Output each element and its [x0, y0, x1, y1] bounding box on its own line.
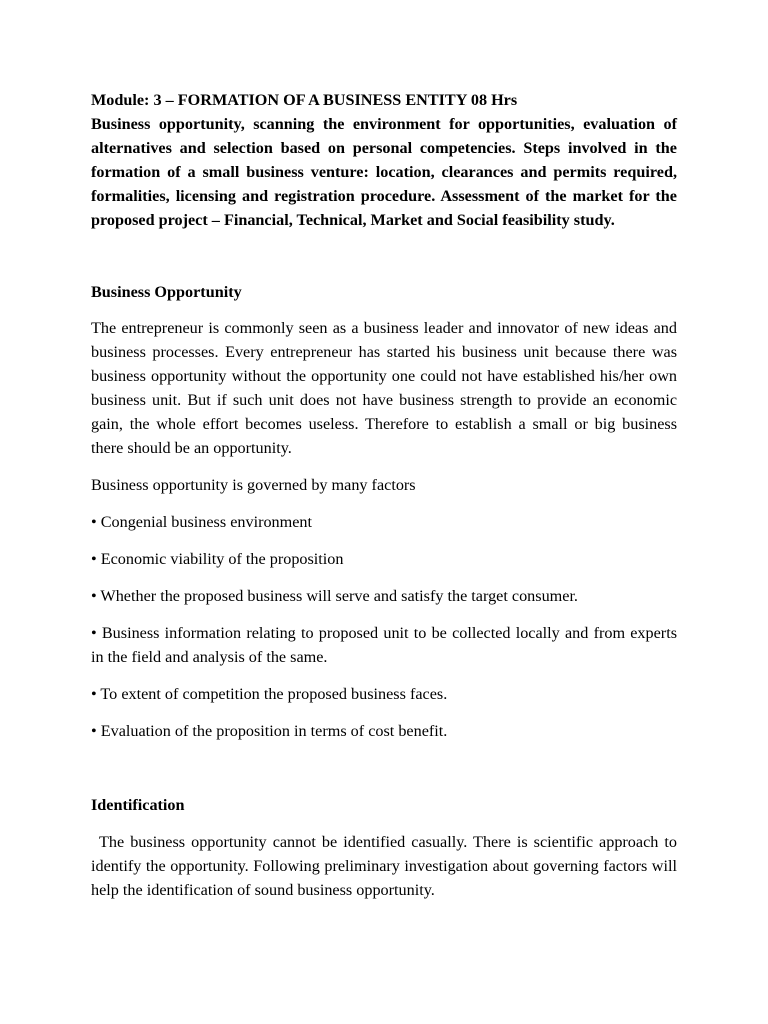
section-heading-business-opportunity: Business Opportunity	[91, 283, 242, 301]
business-opportunity-paragraph: The entrepreneur is commonly seen as a business leader and innovator of new ideas and business processes. Every entrepreneur has started his business unit because there was business opportunity without the opportunity one could not have established his/her own business unit. But if such unit does not have business strength to provide an economic gain, the whole effort becomes useless. Therefore to establish a small or big business there should be an opportunity.	[91, 319, 677, 457]
document-page	[91, 88, 677, 902]
factor-item: • Business information relating to proposed unit to be collected locally and from experts in the field and analysis of the same.	[91, 624, 677, 666]
factors-intro: Business opportunity is governed by many factors	[91, 476, 416, 494]
factor-item: • Economic viability of the proposition	[91, 550, 344, 568]
factor-item: • Whether the proposed business will serve and satisfy the target consumer.	[91, 587, 578, 605]
factor-item: • To extent of competition the proposed business faces.	[91, 685, 448, 703]
factor-item: • Congenial business environment	[91, 513, 313, 531]
factor-item: • Evaluation of the proposition in terms of cost benefit.	[91, 722, 448, 740]
module-syllabus: Business opportunity, scanning the environment for opportunities, evaluation of alternatives and selection based on personal competencies. Steps involved in the formation of a small business venture: location, clearances and permits required, formalities, licensing and registration procedure. Assessment of the market for the proposed project – Financial, Technical, Market and Social feasibility study.	[91, 115, 677, 229]
identification-paragraph: The business opportunity cannot be identified casually. There is scientific approach to identify the opportunity. Following preliminary investigation about governing factors will help the identification of sound business opportunity.	[91, 833, 677, 899]
module-title: Module: 3 – FORMATION OF A BUSINESS ENTITY 08 Hrs	[91, 91, 518, 109]
section-heading-identification: Identification	[91, 796, 185, 814]
